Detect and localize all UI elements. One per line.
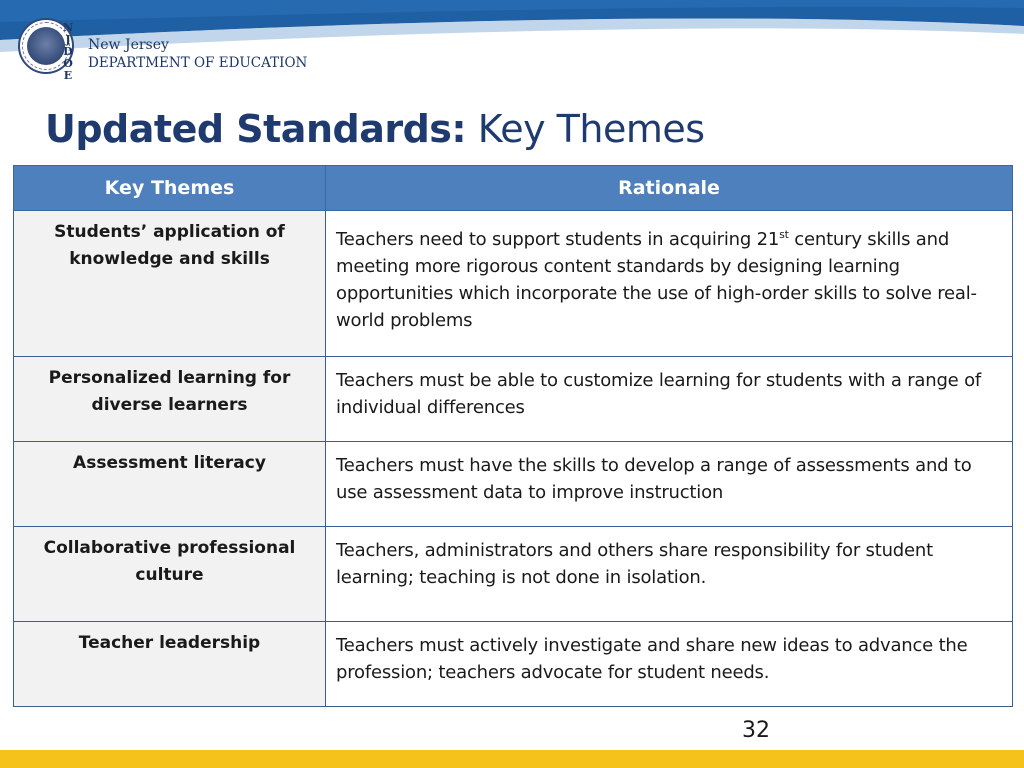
rationale-cell: Teachers, administrators and others share responsibility for student learning; teaching is not done in isolation. [326,527,1013,622]
table-header-row [14,166,1013,211]
page-title [45,104,705,154]
superscript-st: st [779,228,789,241]
column-header-rationale: Rationale [326,166,1013,211]
slide-page-number: 32 [742,718,770,743]
rationale-cell: Teachers must actively investigate and share new ideas to advance the profession; teachers advocate for student needs. [326,622,1013,707]
table-row [14,527,1013,622]
key-themes-table [13,165,1013,707]
seal-letter: N [62,21,74,34]
table-row [14,622,1013,707]
table-row [14,442,1013,527]
rationale-text: Teachers need to support students in acquiring 21 [336,229,780,250]
theme-cell: Collaborative professional culture [14,527,326,622]
organization-name [88,36,307,72]
seal-letter: O [63,57,73,70]
seal-letter: D [63,45,73,58]
org-state: New Jersey [88,37,169,53]
table-row [14,357,1013,442]
theme-cell: Teacher leadership [14,622,326,707]
column-header-key-themes: Key Themes [14,166,326,211]
rationale-cell: Teachers must be able to customize learning for students with a range of individual differences [326,357,1013,442]
title-bold: Updated Standards: [45,107,467,151]
seal-letter: J [65,33,71,46]
org-department: DEPARTMENT OF EDUCATION [88,55,308,71]
theme-cell: Personalized learning for diverse learners [14,357,326,442]
table-row [14,211,1013,357]
footer-accent-bar [0,750,1024,768]
rationale-cell [326,211,1013,357]
theme-cell: Students’ application of knowledge and skills [14,211,326,357]
title-rest: Key Themes [477,107,705,151]
rationale-text: century skills and meeting more rigorous content standards by designing learning opportunities which incorporate the use of high-order skills to solve real-world problems [336,229,977,331]
theme-cell: Assessment literacy [14,442,326,527]
rationale-cell: Teachers must have the skills to develop a range of assessments and to use assessment data to improve instruction [326,442,1013,527]
seal-letter: E [63,69,73,82]
njdoe-letters [60,22,76,82]
